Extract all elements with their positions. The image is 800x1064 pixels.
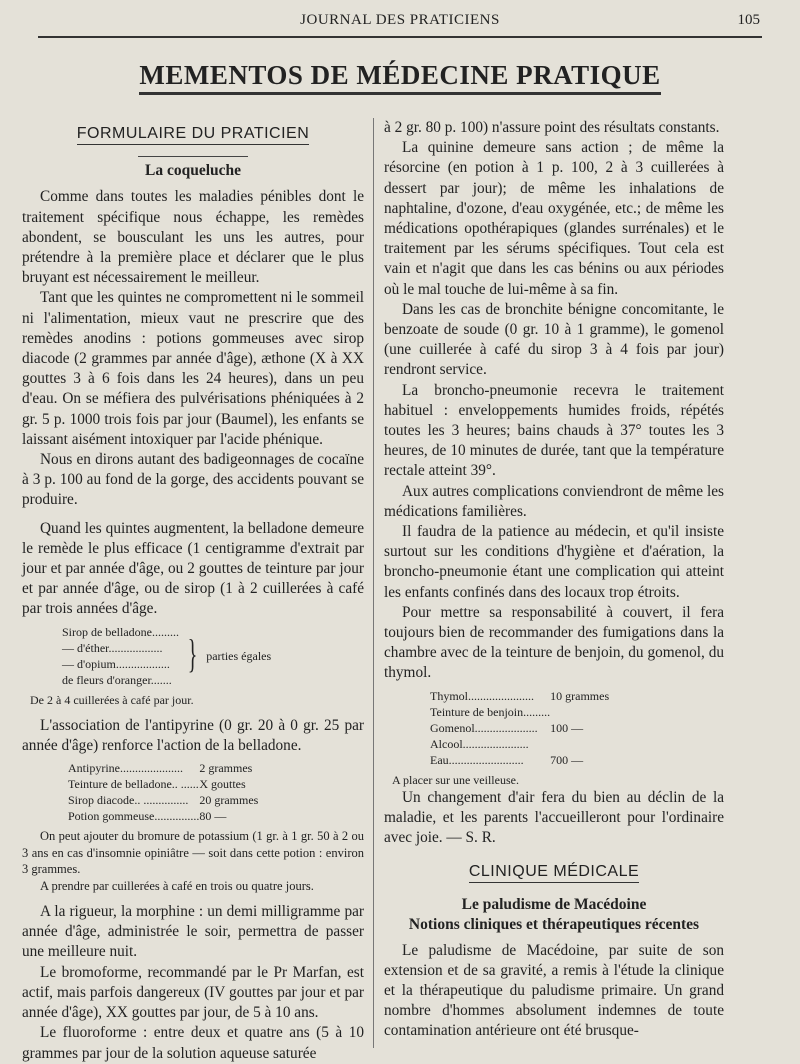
prescription-note: De 2 à 4 cuillerées à café par jour. — [30, 692, 194, 707]
prescription-item: — d'éther.................. — [62, 640, 163, 655]
prescription-list — [62, 624, 364, 688]
prescription-items — [62, 624, 179, 688]
drug-dose: 2 grammes — [199, 761, 253, 776]
paragraph: La quinine demeure sans action ; de même la résorcine (en potion à 1 p. 100, 2 à 3 cuillerées à dessert par jour); de même les inhalations de naphtaline, d'ozone, d'eau oxygénée, etc.; de même les médications opothérapiques (glandes surrénales) et le traitement par les sérums spécifiques. Tout cela est vain et n'agit que dans les cas bénins ou aux périodes où le mal touche de lui-même à sa fin. — [384, 139, 724, 298]
paragraph: Dans les cas de bronchite bénigne concomitante, le benzoate de soude (0 gr. 10 à 1 gramme), le gomenol (une cuillerée à café du sirop 3 à 4 fois par jour) rendront service. — [384, 300, 724, 379]
brace-label: parties égales — [206, 648, 272, 663]
topic-rule — [138, 156, 248, 157]
drug-dose: X gouttes — [199, 777, 246, 792]
prescription-row — [68, 792, 258, 808]
spacer — [22, 894, 364, 902]
topic-subheading: Notions cliniques et thérapeutiques récentes — [408, 915, 700, 933]
brace-icon: } — [187, 630, 198, 676]
paragraph: Quand les quintes augmentent, la belladone demeure le remède le plus efficace (1 centigramme d'extrait par jour et par année d'âge, ou 2 gouttes de teinture par jour et par année d'âge, ou de sirop (1 à 2 cuillerées à café par trois années d'âge. — [22, 519, 364, 618]
prescription-row — [430, 720, 609, 736]
prescription-item: — d'opium.................. — [62, 656, 170, 671]
main-title — [0, 60, 800, 91]
paragraph: Tant que les quintes ne compromettent ni le sommeil ni l'alimentation, mieux vaut ne prescrire que des remèdes anodins : potions gommeuses avec sirop diacode (2 grammes par année d'âge), æthone (X à XX gouttes 3 à 6 fois dans les 24 heures), dans un peu d'eau. On se méfiera des pulvérisations phéniquées à 2 gr. 5 p. 1000 trois fois par jour (Baumel), les enfants se laissant aisément intoxiquer par l'acide phénique. — [22, 289, 364, 448]
page-number: 105 — [737, 12, 760, 28]
prescription-belladone — [62, 624, 364, 688]
paragraph: Le paludisme de Macédoine, par suite de son extension et de sa gravité, a remis à l'étude la clinique et la thérapeutique du paludisme primaire. Un grand nombre d'hommes absolument indemnes de toute contamination antérieure ont été brusque- — [384, 941, 724, 1040]
prescription-antipyrine — [68, 760, 258, 824]
drug-dose: 10 grammes — [550, 688, 610, 703]
prescription-item: de fleurs d'oranger....... — [62, 672, 172, 687]
paragraph: à 2 gr. 80 p. 100) n'assure point des résultats constants. — [384, 119, 720, 136]
prescription-note: A placer sur une veilleuse. — [392, 772, 519, 787]
right-column — [384, 118, 724, 1042]
prescription-row — [430, 688, 609, 704]
topic-heading-coqueluche: La coqueluche — [22, 156, 364, 181]
header-rule — [38, 36, 762, 38]
spacer — [22, 708, 364, 716]
drug-dose — [550, 736, 609, 752]
left-column — [22, 118, 364, 1064]
paragraph: La broncho-pneumonie recevra le traitement habituel : enveloppements humides froids, répétés toutes les 3 heures; bains chauds à 37° toutes les 3 heures, de 10 minutes de durée, tant que la température rectale atteint 39°. — [384, 381, 724, 480]
drug-dose: 700 — — [550, 752, 584, 767]
drug-dose: 100 — — [550, 720, 584, 735]
drug-name: Antipyrine..................... — [68, 761, 183, 776]
drug-name: Potion gommeuse............... — [68, 809, 200, 824]
drug-name: Sirop diacode.. ............... — [68, 793, 189, 808]
paragraph: Le fluoroforme : entre deux et quatre ans (5 à 10 grammes par jour de la solution aqueuse saturée — [22, 1024, 364, 1062]
prescription-note: A prendre par cuillerées à café en trois ou quatre jours. — [40, 878, 314, 893]
prescription-row — [68, 776, 258, 792]
prescription-row — [68, 760, 258, 776]
topic-heading-paludisme: Le paludisme de Macédoine — [461, 895, 647, 913]
prescription-fumigation — [430, 688, 609, 768]
drug-dose — [550, 704, 609, 720]
drug-name: Gomenol..................... — [430, 720, 538, 735]
paragraph: Le bromoforme, recommandé par le Pr Marfan, est actif, mais parfois dangereux (IV gouttes par jour et par année d'âge), XX gouttes par jour, de 5 à 10 ans. — [22, 963, 364, 1022]
journal-title: JOURNAL DES PRATICIENS — [300, 12, 500, 28]
running-header — [40, 12, 760, 34]
drug-name: Eau......................... — [430, 752, 524, 767]
prescription-row — [430, 704, 609, 720]
paragraph: A la rigueur, la morphine : un demi milligramme par année d'âge, administrée le soir, permettra de passer une meilleure nuit. — [22, 903, 364, 961]
main-title-text: MEMENTOS DE MÉDECINE PRATIQUE — [139, 60, 660, 95]
prescription-row — [430, 736, 609, 752]
paragraph: Nous en dirons autant des badigeonnages de cocaïne à 3 p. 100 au fond de la gorge, des accidents pouvant se produire. — [22, 451, 364, 509]
drug-dose: 20 grammes — [199, 793, 259, 808]
paragraph: Un changement d'air fera du bien au déclin de la maladie, et les parents l'accueilleront pour l'ordinaire avec joie. — S. R. — [384, 788, 724, 847]
paragraph: L'association de l'antipyrine (0 gr. 20 à 0 gr. 25 par année d'âge) renforce l'action de la belladone. — [22, 716, 364, 754]
paragraph: Pour mettre sa responsabilité à couvert, il fera toujours bien de recommander des fumigations dans la chambre avec de la teinture de benjoin, du gomenol, du thymol. — [384, 603, 724, 682]
paragraph: Il faudra de la patience au médecin, et qu'il insiste surtout sur les conditions d'hygiène et d'aération, la broncho-pneumonie étant une complication qui atteint les enfants confinés dans des locaux trop étroits. — [384, 523, 724, 601]
drug-name: Teinture de benjoin......... — [430, 704, 551, 719]
paragraph: Aux autres complications conviendront de même les médications familières. — [384, 482, 724, 520]
drug-dose: 80 — — [199, 809, 227, 824]
drug-name: Alcool...................... — [430, 736, 529, 751]
drug-name: Thymol...................... — [430, 688, 534, 703]
drug-name: Teinture de belladone.. ...... — [68, 777, 199, 792]
paragraph: Comme dans toutes les maladies pénibles dont le traitement spécifique nous échappe, les remèdes abondent, se bousculant les uns les autres, pour prétendre à la première place et déclarer que le plus bruyant est nécessairement le meilleur. — [22, 188, 364, 287]
section-heading-formulaire: FORMULAIRE DU PRATICIEN — [22, 124, 364, 144]
spacer — [22, 511, 364, 519]
prescription-row — [430, 752, 609, 768]
column-divider — [373, 118, 374, 1048]
section-heading-clinique: CLINIQUE MÉDICALE — [384, 862, 724, 882]
prescription-row — [68, 808, 258, 824]
prescription-item: Sirop de belladone......... — [62, 624, 179, 639]
prescription-note: On peut ajouter du bromure de potassium (1 gr. à 1 gr. 50 à 2 ou 3 ans en cas d'insomnie opiniâtre — soit dans cette potion : environ 3 grammes. — [22, 829, 364, 877]
